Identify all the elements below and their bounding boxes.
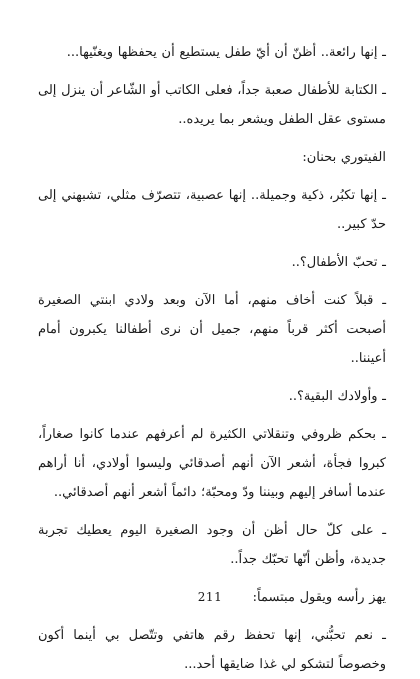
paragraph-1: ـ إنها رائعة.. أظنّ أن أيّ طفل يستطيع أن يحفظها ويغنّيها... [66, 45, 386, 60]
paragraph-5: ـ تحبّ الأطفال؟.. [291, 255, 386, 270]
paragraph-11: ـ نعم تحبُّني، إنها تحفظ رقم هاتفي وتتّصل بي أينما أكون وخصوصاً لتشكو لي غذا ضايقها أحد... [38, 628, 386, 672]
paragraph-7: ـ وأولادك البقية؟.. [288, 389, 386, 404]
paragraph-6: ـ قبلاً كنت أخاف منهم، أما الآن وبعد ولادي ابنتي الصغيرة أصبحت أكثر قرباً منهم، جميل أن نرى أطفالنا يكبرون أمام أعيننا.. [38, 293, 386, 366]
page-number: 211 [197, 590, 223, 604]
paragraph-3: الفيتوري بحنان: [302, 150, 386, 165]
paragraph-9: ـ على كلّ حال أظن أن وجود الصغيرة اليوم يعطيك تجربة جديدة، وأظن أنّها تحبّك جداً.. [38, 523, 386, 567]
paragraph-8: ـ بحكم ظروفي وتنقلاتي الكثيرة لم أعرفهم عندما كانوا صغاراً، كبروا فجأة، أشعر الآن أنهم أصدقائي وليسوا أولادي، أنا أراهم عندما أسافر إليهم وبيننا ودّ ومحبّة؛ دائماً أشعر أنهم أصدقائي.. [38, 427, 386, 500]
paragraph-2: ـ الكتابة للأطفال صعبة جداً، فعلى الكاتب أو الشّاعر أن ينزل إلى مستوى عقل الطفل ويشعر بما يريده.. [38, 83, 386, 127]
paragraph-4: ـ إنها تكبُر، ذكية وجميلة.. إنها عصبية، تتصرّف مثلي، تشبهني إلى حدّ كبير.. [38, 188, 386, 232]
page-body [38, 38, 386, 679]
paragraph-10: يهز رأسه ويقول مبتسماً: [252, 590, 386, 605]
